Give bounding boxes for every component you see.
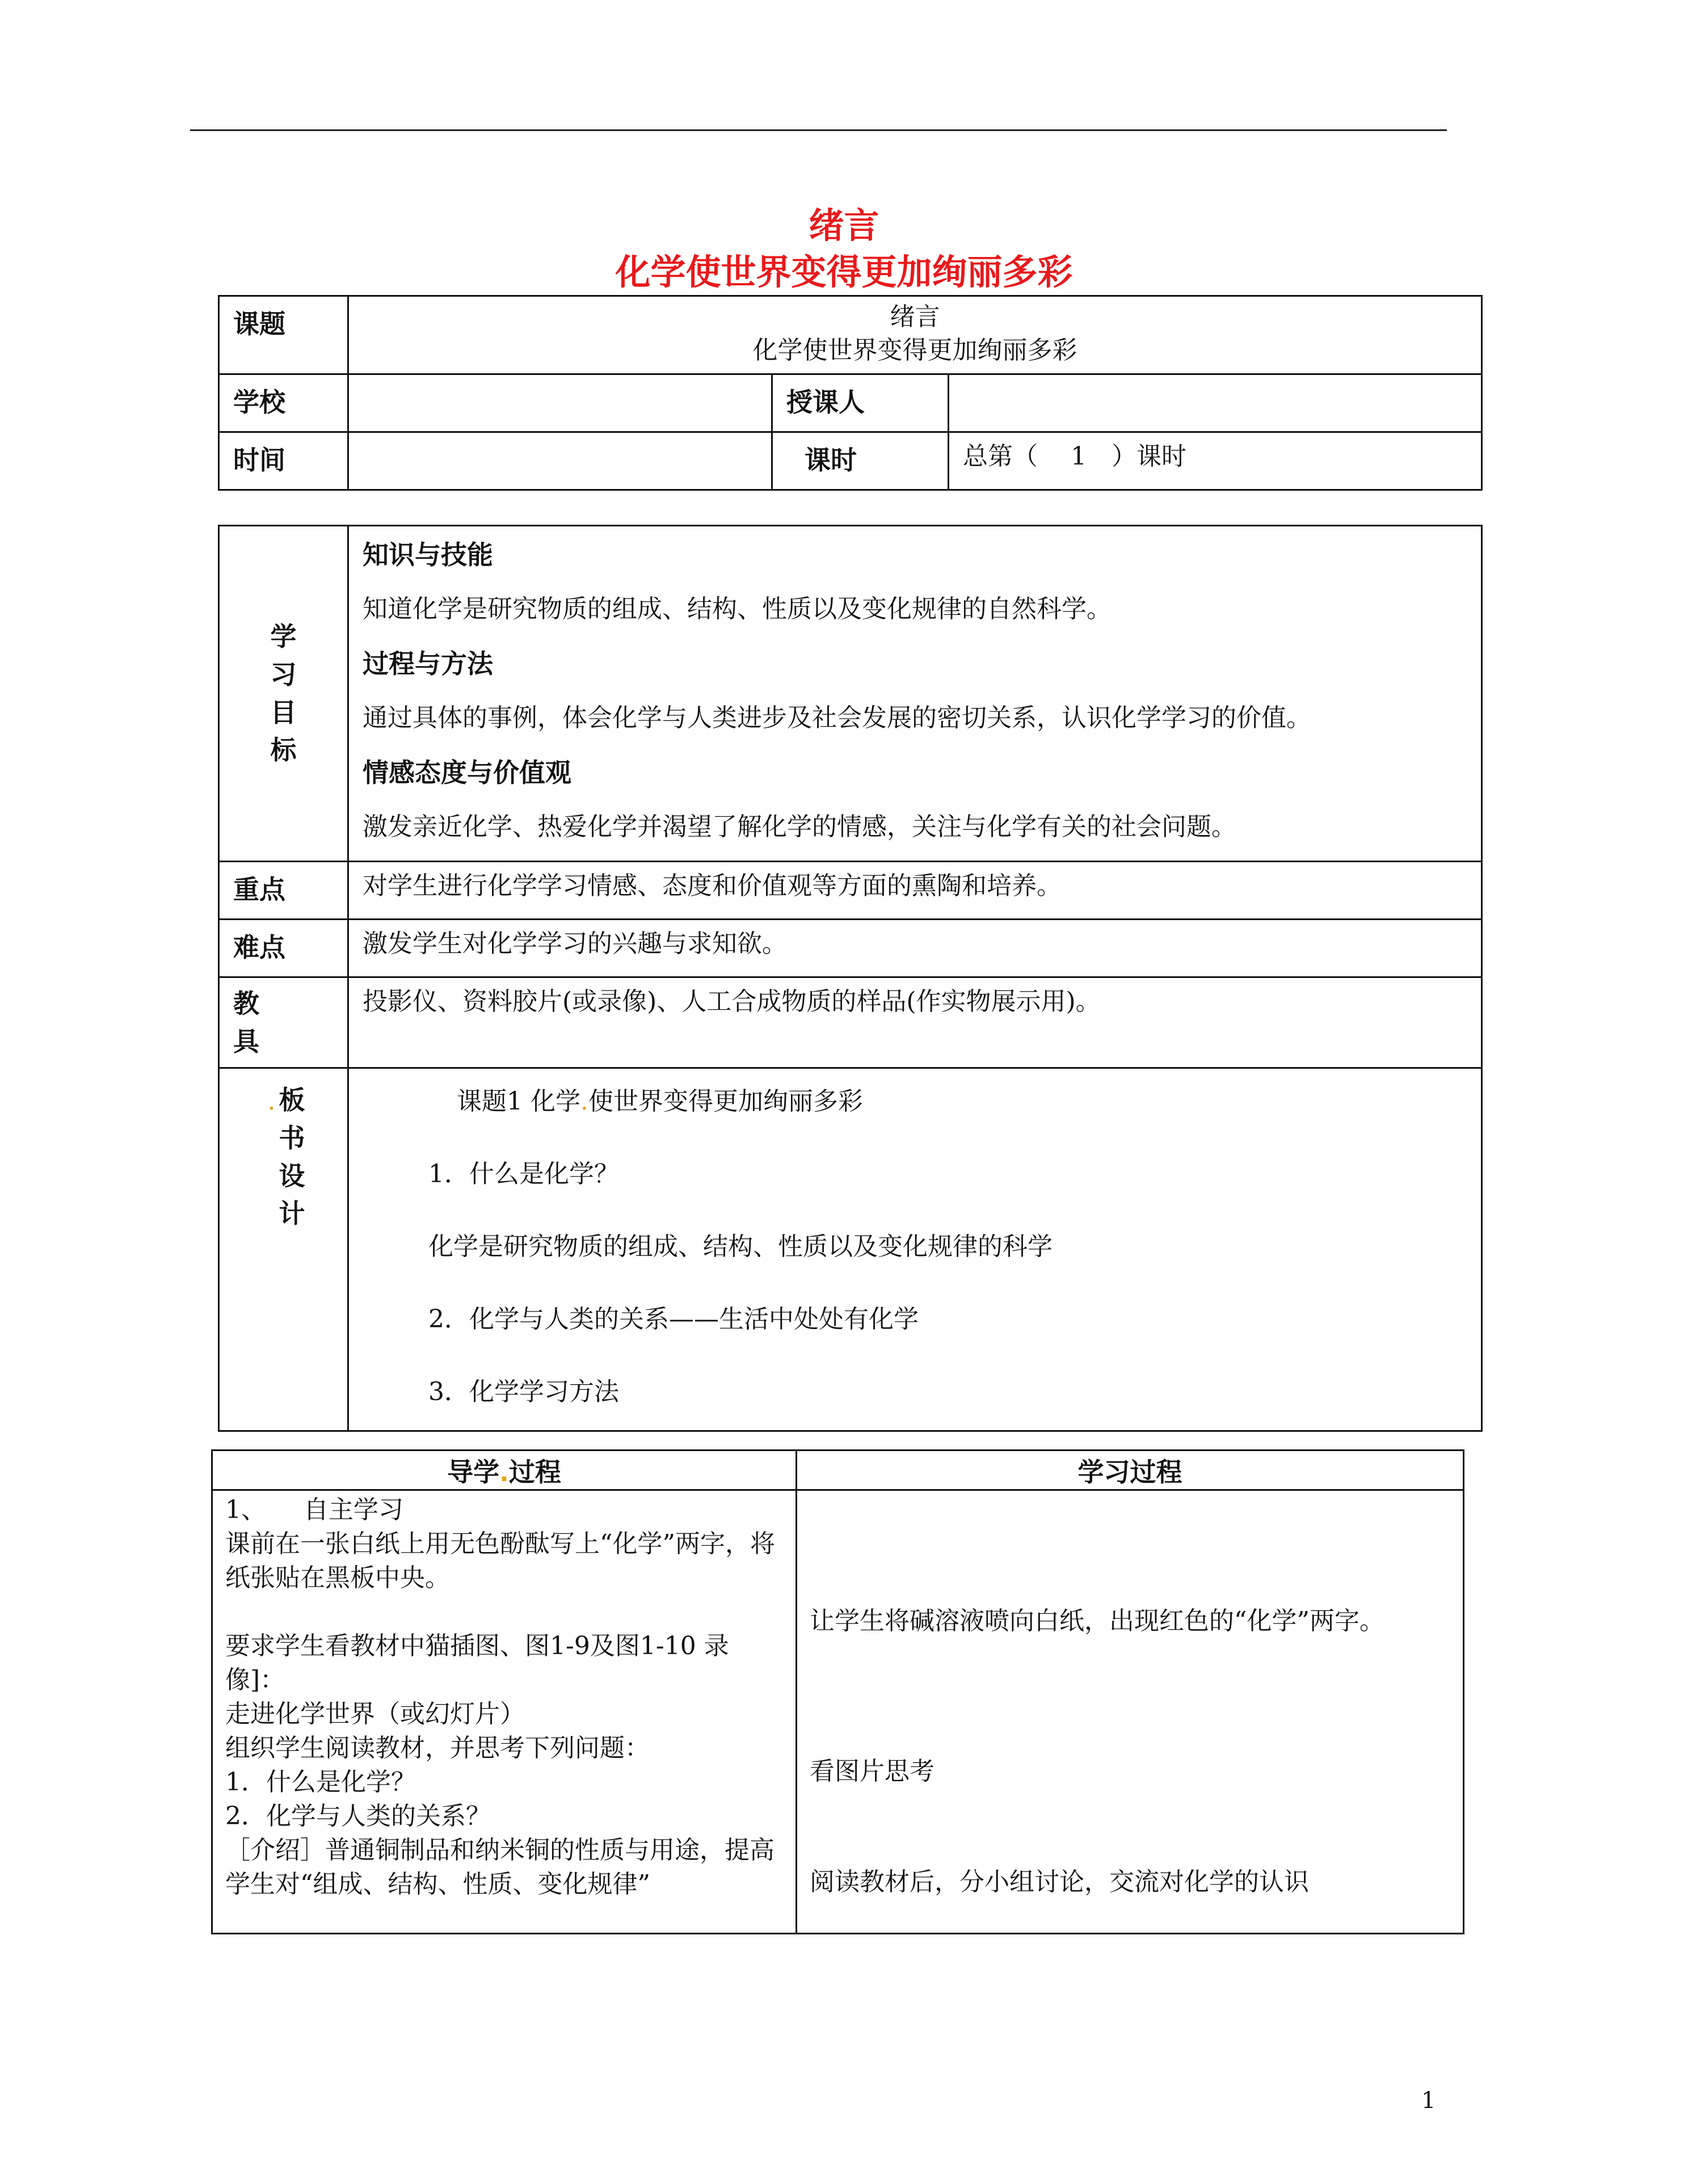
guide-line: 1、 自主学习: [225, 1495, 403, 1524]
teacher-label: 授课人: [786, 387, 865, 418]
guide-content: [212, 1490, 797, 1934]
objectives-table: [218, 525, 1483, 1432]
study-header: 学习过程: [797, 1451, 1464, 1490]
goal-heading-process: 过程与方法: [363, 648, 493, 679]
board-title-part-b: 使世界变得更加绚丽多彩: [588, 1087, 863, 1116]
goals-label: 学习目标: [270, 621, 297, 766]
guide-line: 2．化学与人类的关系？: [225, 1802, 491, 1831]
info-table: [218, 295, 1483, 491]
key-label: 重点: [233, 874, 285, 905]
board-content: [348, 1068, 1482, 1431]
marker-dot: .: [499, 1458, 509, 1487]
school-label: 学校: [233, 387, 285, 418]
guide-line: 课前在一张白纸上用无色酚酞写上“化学”两字，将纸张贴在黑板中央。: [225, 1529, 775, 1592]
time-value: [348, 432, 772, 490]
school-label-cell: [219, 374, 348, 432]
difficulty-label-cell: [219, 920, 348, 977]
study-line-1: 让学生将碱溶液喷向白纸，出现红色的“化学”两字。: [810, 1607, 1384, 1635]
study-content: [797, 1490, 1464, 1934]
guide-line: ［介绍］普通铜制品和纳米铜的性质与用途，提高学生对“组成、结构、性质、变化规律”: [225, 1836, 774, 1899]
time-label-cell: [219, 432, 348, 490]
goal-text-knowledge: 知道化学是研究物质的组成、结构、性质以及变化规律的自然科学。: [363, 595, 1112, 623]
goal-text-attitude: 激发亲近化学、热爱化学并渴望了解化学的情感，关注与化学有关的社会问题。: [363, 812, 1236, 841]
guide-header-part-a: 导学: [447, 1456, 500, 1487]
board-line-4: 3．化学学习方法: [428, 1377, 619, 1407]
key-label-cell: [219, 862, 348, 920]
topic-line-2: 化学使世界变得更加绚丽多彩: [752, 336, 1077, 365]
time-label: 时间: [233, 445, 285, 475]
tools-label-cell: [219, 977, 348, 1068]
topic-line-1: 绪言: [890, 302, 940, 331]
process-table: [211, 1449, 1464, 1934]
header-rule: [190, 129, 1447, 131]
difficulty-label: 难点: [233, 932, 285, 963]
period-value: 总第（ 1 ）课时: [949, 432, 1482, 490]
topic-label-cell: [219, 296, 348, 374]
guide-header-part-b: 过程: [508, 1456, 561, 1487]
tools-label: 教具: [233, 988, 259, 1057]
marker-dot: .: [580, 1087, 588, 1116]
teacher-value: [949, 374, 1482, 432]
goal-text-process: 通过具体的事例，体会化学与人类进步及社会发展的密切关系，认识化学学习的价值。: [363, 703, 1311, 732]
goal-heading-knowledge: 知识与技能: [363, 539, 493, 570]
difficulty-text: 激发学生对化学学习的兴趣与求知欲。: [348, 920, 1482, 977]
page-number: 1: [1421, 2088, 1436, 2114]
guide-header: [212, 1451, 797, 1490]
page-title: 绪言: [809, 205, 879, 246]
goals-label-cell: [219, 526, 348, 862]
board-title: [349, 1083, 1481, 1120]
board-label: 板书设计: [279, 1085, 305, 1229]
board-title-part-a: 课题1 化学: [457, 1087, 580, 1116]
topic-value-cell: [348, 296, 1482, 374]
key-text: 对学生进行化学学习情感、态度和价值观等方面的熏陶和培养。: [348, 862, 1482, 920]
board-line-1: 1．什么是化学？: [428, 1160, 619, 1189]
tools-text: 投影仪、资料胶片(或录像)、人工合成物质的样品(作实物展示用)。: [348, 977, 1482, 1068]
marker-dot: .: [267, 1087, 276, 1116]
goal-heading-attitude: 情感态度与价值观: [363, 757, 571, 788]
study-line-2: 看图片思考: [810, 1757, 934, 1786]
goals-content: [348, 526, 1482, 862]
page-subtitle: 化学使世界变得更加绚丽多彩: [615, 251, 1073, 293]
board-line-2: 化学是研究物质的组成、结构、性质以及变化规律的科学: [428, 1232, 1053, 1262]
study-line-3: 阅读教材后，分小组讨论，交流对化学的认识: [810, 1867, 1309, 1896]
guide-line: 要求学生看教材中猫插图、图1-9及图1-10 录像]：: [225, 1631, 729, 1694]
board-label-cell: [219, 1068, 348, 1431]
guide-line: 走进化学世界（或幻灯片）: [225, 1700, 525, 1728]
period-label: 课时: [805, 445, 857, 475]
guide-line: 1．什么是化学？: [225, 1768, 416, 1797]
board-line-3: 2．化学与人类的关系——生活中处处有化学: [428, 1305, 919, 1334]
teacher-label-cell: [772, 374, 949, 432]
topic-label: 课题: [233, 309, 285, 339]
school-value: [348, 374, 772, 432]
period-label-cell: [772, 432, 949, 490]
guide-line: 组织学生阅读教材，并思考下列问题：: [225, 1734, 650, 1763]
guide-line: [225, 1595, 783, 1629]
